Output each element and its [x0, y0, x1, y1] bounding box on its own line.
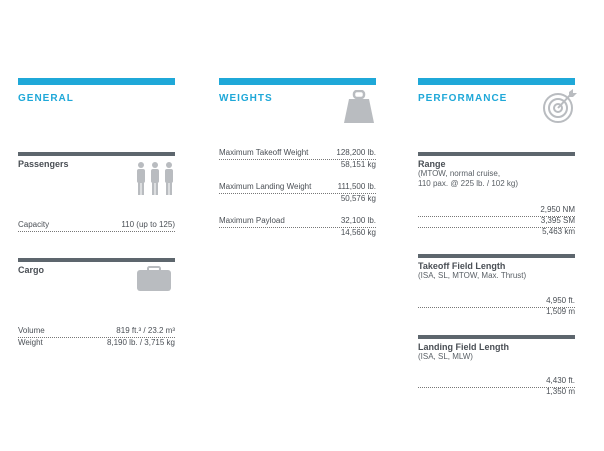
general-title: GENERAL: [18, 93, 74, 104]
weights-column: [219, 78, 376, 237]
payload-kg: 14,560 kg: [340, 228, 376, 237]
landing-section: [418, 335, 575, 362]
performance-column: [418, 78, 575, 396]
weights-header-bar: [219, 78, 376, 85]
range-sm: 3,395 SM: [418, 216, 575, 228]
cargo-volume-row: [18, 326, 175, 338]
weights-title: WEIGHTS: [219, 93, 273, 104]
payload-lb: 32,100 lb.: [340, 216, 376, 225]
passengers-bar: [18, 152, 175, 156]
mlw-kg: 50,576 kg: [340, 194, 376, 203]
mlw-row: [219, 182, 376, 194]
volume-value: 819 ft.³ / 23.2 m³: [116, 326, 175, 335]
volume-label: Volume: [18, 326, 45, 335]
mlw-label: Maximum Landing Weight: [219, 182, 312, 191]
takeoff-m: 1,509 m: [546, 307, 575, 316]
range-nm: 2,950 NM: [418, 205, 575, 217]
mtow-kg: 58,151 kg: [340, 160, 376, 169]
weight-value: 8,190 lb. / 3,715 kg: [106, 338, 175, 347]
range-subtitle-1: (MTOW, normal cruise,: [418, 169, 501, 178]
payload-label: Maximum Payload: [219, 216, 285, 225]
capacity-label: Capacity: [18, 220, 50, 229]
performance-title: PERFORMANCE: [418, 93, 508, 104]
range-title: Range: [418, 159, 446, 169]
landing-subtitle: (ISA, SL, MLW): [418, 352, 473, 361]
landing-bar: [418, 335, 575, 339]
general-header-bar: [18, 78, 175, 85]
mtow-row: [219, 148, 376, 160]
performance-header-bar: [418, 78, 575, 85]
landing-m: 1,350 m: [546, 387, 575, 396]
capacity-row: [18, 220, 175, 232]
general-column: [18, 78, 175, 347]
weight-icon: [343, 90, 375, 124]
range-bar: [418, 152, 575, 156]
cargo-icon: [136, 266, 172, 292]
range-subtitle-2: 110 pax. @ 225 lb. / 102 kg): [418, 179, 519, 188]
takeoff-bar: [418, 254, 575, 258]
cargo-weight-row: [18, 338, 175, 349]
passengers-title: Passengers: [18, 159, 69, 169]
takeoff-section: [418, 254, 575, 281]
passengers-icon: [134, 161, 178, 197]
capacity-value: 110 (up to 125): [121, 220, 175, 229]
range-km: 5,463 km: [542, 227, 575, 236]
takeoff-subtitle: (ISA, SL, MTOW, Max. Thrust): [418, 271, 527, 280]
landing-title: Landing Field Length: [418, 342, 509, 352]
takeoff-ft: 4,950 ft.: [418, 296, 575, 308]
mtow-label: Maximum Takeoff Weight: [219, 148, 309, 157]
takeoff-title: Takeoff Field Length: [418, 261, 506, 271]
range-section: [418, 152, 575, 189]
payload-row: [219, 216, 376, 228]
target-icon: [542, 88, 578, 124]
weight-label: Weight: [18, 338, 43, 347]
landing-ft: 4,430 ft.: [418, 376, 575, 388]
mtow-lb: 128,200 lb.: [336, 148, 376, 157]
mlw-lb: 111,500 lb.: [337, 182, 376, 191]
cargo-bar: [18, 258, 175, 262]
cargo-title: Cargo: [18, 265, 45, 275]
